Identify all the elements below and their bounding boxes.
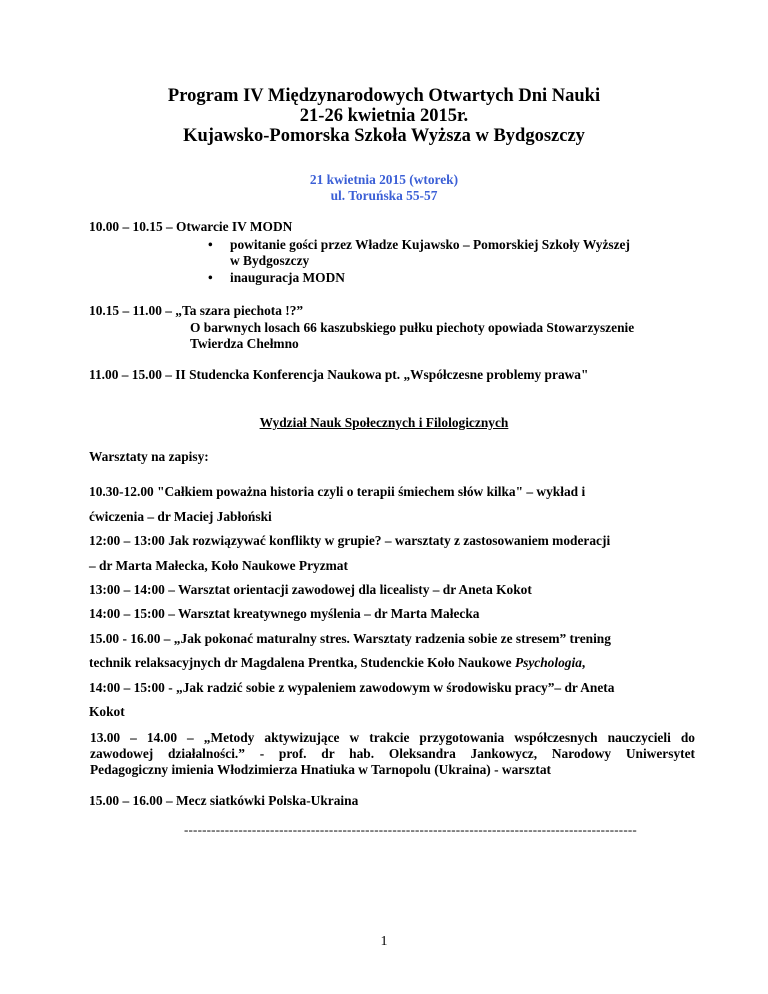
program-institution: Kujawsko-Pomorska Szkoła Wyższa w Bydgoszczy bbox=[183, 126, 585, 146]
program-dates: 21-26 kwietnia 2015r. bbox=[299, 106, 469, 126]
bullet-inauguration: • inauguracja MODN bbox=[230, 269, 345, 286]
bullet-welcome-cont: w Bydgoszczy bbox=[230, 253, 310, 268]
workshop-5-cont: technik relaksacyjnych dr Magdalena Prentka, Studenckie Koło Naukowe Psychologia, bbox=[89, 655, 586, 670]
event-opening: 10.00 – 10.15 – Otwarcie IV MODN bbox=[89, 219, 293, 234]
day-heading: 21 kwietnia 2015 (wtorek) bbox=[309, 172, 459, 187]
faculty-heading: Wydział Nauk Społecznych i Filologicznych bbox=[259, 415, 509, 430]
workshop-7-line3: Pedagogiczny imienia Włodzimierza Hnatiuka w Tarnopolu (Ukraina) - warsztat bbox=[90, 762, 551, 777]
workshop-2: 12:00 – 13:00 Jak rozwiązywać konflikty w grupie? – warsztaty z zastosowaniem moderacji bbox=[89, 533, 611, 548]
bullet-welcome: • powitanie gości przez Władze Kujawsko – Pomorskiej Szkoły Wyższej bbox=[230, 236, 630, 253]
workshop-7-line2: zawodowej działalności.” - prof. dr hab. Oleksandra Jankowycz, Narodowy Uniwersytet bbox=[90, 746, 695, 761]
workshop-1-cont: ćwiczenia – dr Maciej Jabłoński bbox=[89, 509, 272, 524]
address: ul. Toruńska 55-57 bbox=[330, 188, 438, 203]
event-infantry-desc2: Twierdza Chełmno bbox=[190, 336, 299, 351]
workshop-1: 10.30-12.00 "Całkiem poważna historia czyli o terapii śmiechem słów kilka" – wykład i bbox=[89, 484, 586, 499]
event-volleyball: 15.00 – 16.00 – Mecz siatkówki Polska-Ukraina bbox=[89, 793, 359, 808]
workshop-5: 15.00 - 16.00 – „Jak pokonać maturalny stres. Warsztaty radzenia sobie ze stresem” trening bbox=[89, 631, 611, 646]
workshop-2-cont: – dr Marta Małecka, Koło Naukowe Pryzmat bbox=[89, 558, 348, 573]
workshop-6-cont: Kokot bbox=[89, 704, 125, 719]
event-infantry: 10.15 – 11.00 – „Ta szara piechota !?” bbox=[89, 303, 304, 318]
workshops-label: Warsztaty na zapisy: bbox=[89, 449, 209, 464]
workshop-5-circle-name: Psychologia bbox=[514, 655, 582, 670]
event-infantry-desc: O barwnych losach 66 kaszubskiego pułku piechoty opowiada Stowarzyszenie bbox=[190, 320, 635, 335]
event-conference: 11.00 – 15.00 – II Studencka Konferencja Naukowa pt. „Współczesne problemy prawa" bbox=[89, 367, 589, 382]
workshop-7 bbox=[90, 730, 695, 778]
program-title: Program IV Międzynarodowych Otwartych Dni Nauki bbox=[167, 86, 601, 106]
workshop-7-line1: 13.00 – 14.00 – „Metody aktywizujące w trakcie przygotowania współczesnych nauczycieli do bbox=[90, 730, 695, 745]
divider-line: ---------------------------------------------------------------------------------------------------- bbox=[184, 822, 637, 837]
page-number: 1 bbox=[380, 934, 388, 949]
workshop-3: 13:00 – 14:00 – Warsztat orientacji zawodowej dla licealisty – dr Aneta Kokot bbox=[89, 582, 532, 597]
workshop-4: 14:00 – 15:00 – Warsztat kreatywnego myślenia – dr Marta Małecka bbox=[89, 606, 480, 621]
workshop-6: 14:00 – 15:00 - „Jak radzić sobie z wypaleniem zawodowym w środowisku pracy”– dr Aneta bbox=[89, 680, 615, 695]
